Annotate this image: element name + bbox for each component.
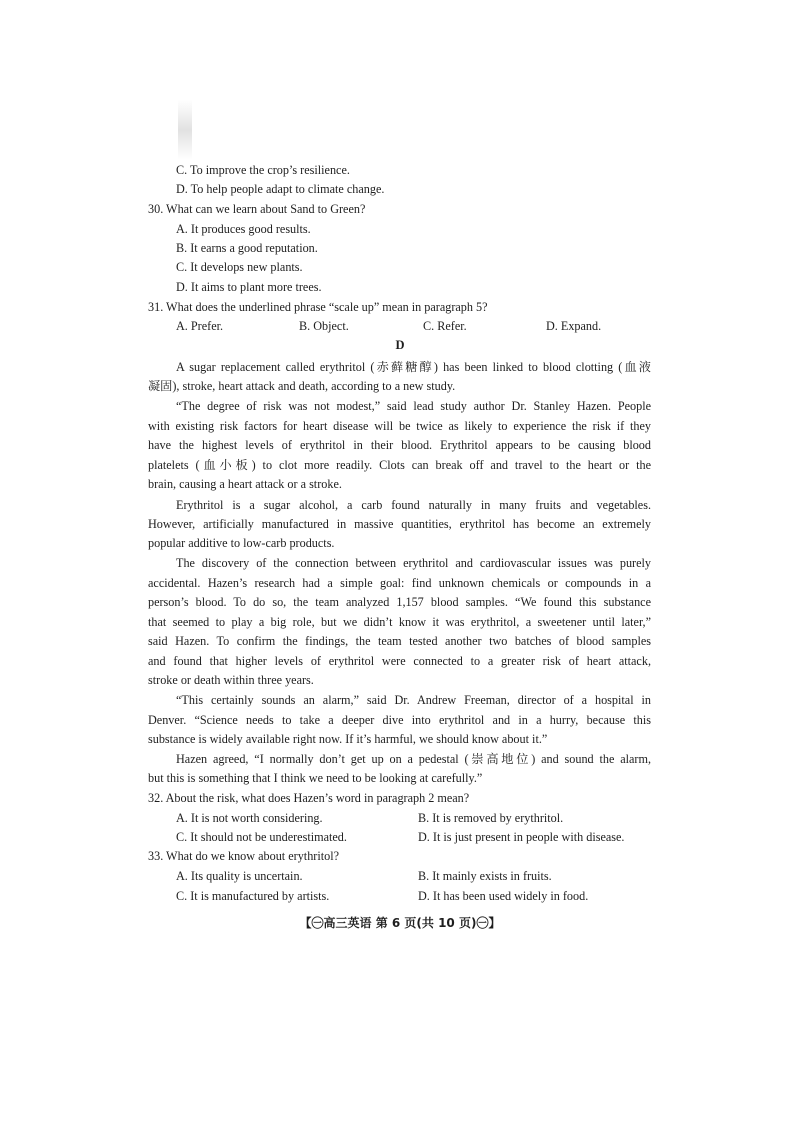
passage-line: that seemed to play a big role, but we didn’t know it was erythritol, a sweetener until later,”: [148, 615, 651, 629]
passage-line: popular additive to low-carb products.: [148, 536, 335, 550]
q33-option-b: B. It mainly exists in fruits.: [418, 869, 552, 883]
q30-option-b: B. It earns a good reputation.: [176, 241, 318, 255]
passage-line: with existing risk factors for heart disease will be twice as likely to experience the risk if they: [148, 419, 651, 433]
passage-line: brain, causing a heart attack or a stroke.: [148, 477, 342, 491]
q31-option-c: C. Refer.: [423, 319, 467, 333]
q33-question: 33. What do we know about erythritol?: [148, 849, 340, 863]
passage-line: stroke or death within three years.: [148, 673, 314, 687]
passage-line: but this is something that I think we need to be looking at carefully.”: [148, 771, 483, 785]
passage-line: accidental. Hazen’s research had a simple goal: find unknown chemicals or compounds in a: [148, 576, 651, 590]
q33-option-a: A. Its quality is uncertain.: [176, 869, 303, 883]
passage-line: Erythritol is a sugar alcohol, a carb found naturally in many fruits and vegetables.: [176, 498, 651, 512]
q33-option-c: C. It is manufactured by artists.: [176, 889, 330, 903]
q29-option-c: C. To improve the crop’s resilience.: [176, 163, 350, 177]
passage-line: platelets (血小板) to clot more readily. Clots can break off and travel to the heart or the: [148, 458, 651, 472]
passage-line: 凝固), stroke, heart attack and death, according to a new study.: [148, 379, 456, 393]
q30-question: 30. What can we learn about Sand to Green?: [148, 202, 366, 216]
q31-option-d: D. Expand.: [546, 319, 602, 333]
passage-line: and found that higher levels of erythritol were connected to a greater risk of heart attack,: [148, 654, 651, 668]
q29-option-d: D. To help people adapt to climate change.: [176, 182, 385, 196]
passage-line: substance is widely available right now. If it’s harmful, we should know about it.”: [148, 732, 548, 746]
q31-question: 31. What does the underlined phrase “scale up” mean in paragraph 5?: [148, 300, 488, 314]
passage-line: “This certainly sounds an alarm,” said Dr. Andrew Freeman, director of a hospital in: [176, 693, 651, 707]
passage-line: Hazen agreed, “I normally don’t get up on a pedestal (崇高地位) and sound the alarm,: [176, 752, 651, 766]
q30-option-c: C. It develops new plants.: [176, 260, 303, 274]
q31-option-b: B. Object.: [299, 319, 349, 333]
q32-option-c: C. It should not be underestimated.: [176, 830, 347, 844]
passage-line: Denver. “Science needs to take a deeper dive into erythritol and in a hurry, because this: [148, 713, 651, 727]
q32-option-b: B. It is removed by erythritol.: [418, 811, 564, 825]
passage-line: A sugar replacement called erythritol (赤藓糖醇) has been linked to blood clotting (血液: [176, 360, 651, 374]
q33-option-d: D. It has been used widely in food.: [418, 889, 589, 903]
q32-option-d: D. It is just present in people with disease.: [418, 830, 625, 844]
passage-line: The discovery of the connection between erythritol and cardiovascular issues was purely: [176, 556, 651, 570]
q32-question: 32. About the risk, what does Hazen’s word in paragraph 2 mean?: [148, 791, 470, 805]
passage-line: have the highest levels of erythritol in their blood. Erythritol appears to be causing blood: [148, 438, 651, 452]
q30-option-a: A. It produces good results.: [176, 222, 311, 236]
section-d-heading: D: [395, 338, 405, 352]
q32-option-a: A. It is not worth considering.: [176, 811, 323, 825]
q31-option-a: A. Prefer.: [176, 319, 224, 333]
passage-line: However, artificially manufactured in massive quantities, erythritol has become an extremely: [148, 517, 651, 531]
q30-option-d: D. It aims to plant more trees.: [176, 280, 322, 294]
page-footer: 【㊀高三英语 第 6 页(共 10 页)㊀】: [299, 916, 501, 930]
passage-line: said Hazen. To confirm the findings, the team tested another two batches of blood samples: [148, 634, 651, 648]
passage-line: person’s blood. To do so, the team analyzed 1,157 blood samples. “We found this substance: [148, 595, 651, 609]
passage-line: “The degree of risk was not modest,” said lead study author Dr. Stanley Hazen. People: [176, 399, 651, 413]
